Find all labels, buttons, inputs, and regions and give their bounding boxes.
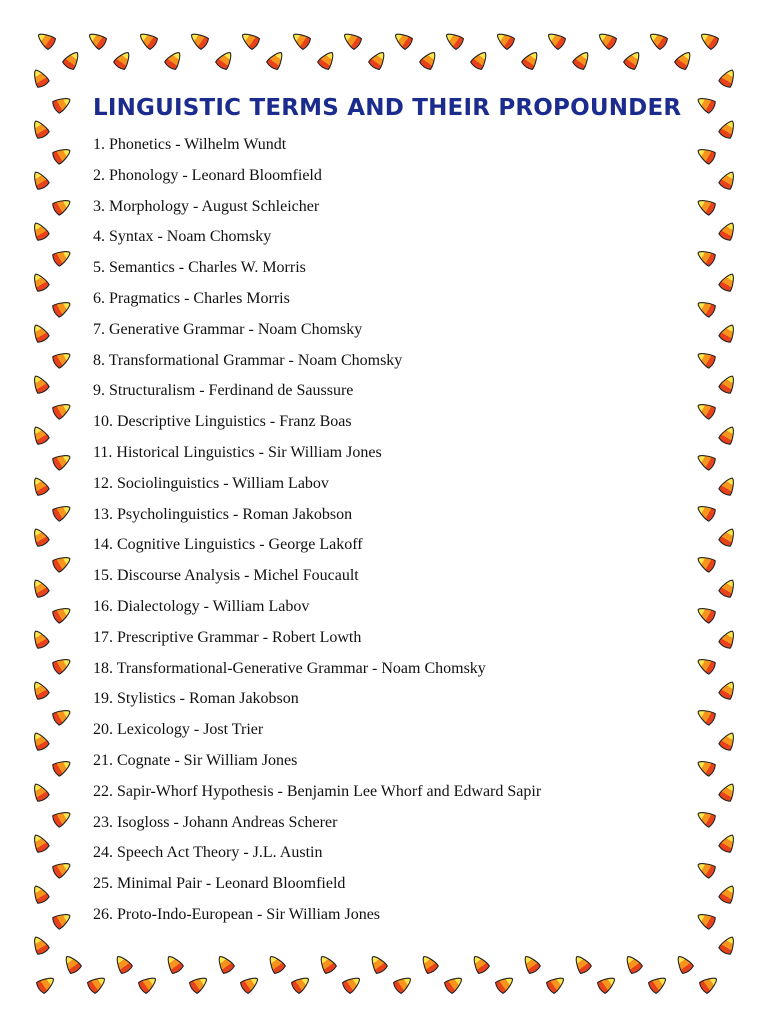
candy-corn-icon	[51, 349, 73, 369]
candy-corn-icon	[137, 29, 159, 50]
list-item: 25. Minimal Pair - Leonard Bloomfield	[93, 875, 346, 893]
candy-corn-icon	[51, 145, 73, 165]
list-item: 18. Transformational-Generative Grammar - Noam Chomsky	[93, 659, 486, 677]
candy-corn-icon	[695, 451, 717, 471]
candy-corn-icon	[596, 973, 618, 994]
candy-corn-icon	[718, 832, 738, 854]
candy-corn-icon	[698, 973, 720, 994]
candy-corn-icon	[392, 29, 414, 50]
term-list	[93, 130, 541, 931]
candy-corn-icon	[266, 49, 287, 71]
candy-corn-icon	[718, 169, 738, 191]
candy-corn-icon	[164, 49, 185, 71]
candy-corn-icon	[419, 49, 440, 71]
candy-corn-icon	[695, 298, 717, 318]
candy-corn-icon	[30, 781, 50, 803]
list-item: 10. Descriptive Linguistics - Franz Boas	[93, 413, 352, 431]
list-item: 24. Speech Act Theory - J.L. Austin	[93, 844, 323, 862]
candy-corn-icon	[290, 973, 312, 994]
list-item: 21. Cognate - Sir William Jones	[93, 751, 298, 769]
list-item: 9. Structuralism - Ferdinand de Saussure	[93, 382, 354, 400]
candy-corn-icon	[718, 322, 738, 344]
list-item: 17. Prescriptive Grammar - Robert Lowth	[93, 628, 362, 646]
candy-corn-icon	[51, 859, 73, 879]
candy-corn-icon	[718, 781, 738, 803]
candy-corn-icon	[572, 49, 593, 71]
candy-corn-icon	[51, 247, 73, 267]
candy-corn-icon	[51, 400, 73, 420]
list-item: 20. Lexicology - Jost Trier	[93, 721, 264, 739]
candy-corn-icon	[35, 973, 57, 994]
candy-corn-icon	[86, 29, 108, 50]
candy-corn-icon	[30, 832, 50, 854]
candy-corn-icon	[30, 271, 50, 293]
candy-corn-icon	[30, 475, 50, 497]
candy-corn-icon	[695, 502, 717, 522]
candy-corn-icon	[571, 953, 592, 975]
candy-corn-icon	[239, 973, 261, 994]
candy-corn-icon	[51, 706, 73, 726]
candy-corn-icon	[30, 628, 50, 650]
candy-corn-icon	[392, 973, 414, 994]
candy-corn-icon	[51, 553, 73, 573]
candy-corn-icon	[673, 953, 694, 975]
candy-corn-icon	[674, 49, 695, 71]
candy-corn-icon	[718, 67, 738, 89]
candy-corn-icon	[112, 953, 133, 975]
candy-corn-icon	[718, 577, 738, 599]
list-item: 5. Semantics - Charles W. Morris	[93, 259, 306, 277]
candy-corn-icon	[265, 953, 286, 975]
candy-corn-icon	[30, 424, 50, 446]
candy-corn-icon	[51, 604, 73, 624]
candy-corn-icon	[718, 679, 738, 701]
candy-corn-icon	[30, 220, 50, 242]
list-item: 13. Psycholinguistics - Roman Jakobson	[93, 505, 353, 523]
candy-corn-icon	[188, 29, 210, 50]
candy-corn-icon	[215, 49, 236, 71]
candy-corn-icon	[718, 628, 738, 650]
list-item: 16. Dialectology - William Labov	[93, 597, 310, 615]
candy-corn-icon	[30, 526, 50, 548]
candy-corn-icon	[30, 118, 50, 140]
candy-corn-icon	[316, 953, 337, 975]
candy-corn-icon	[698, 29, 720, 50]
candy-corn-icon	[695, 94, 717, 114]
candy-corn-icon	[214, 953, 235, 975]
candy-corn-icon	[368, 49, 389, 71]
candy-corn-icon	[30, 679, 50, 701]
candy-corn-icon	[695, 808, 717, 828]
page-title: LINGUISTIC TERMS AND THEIR PROPOUNDER	[93, 95, 682, 121]
candy-corn-icon	[545, 973, 567, 994]
candy-corn-icon	[718, 526, 738, 548]
candy-corn-icon	[695, 553, 717, 573]
list-item: 14. Cognitive Linguistics - George Lakoff	[93, 536, 363, 554]
candy-corn-icon	[62, 49, 83, 71]
candy-corn-icon	[695, 400, 717, 420]
candy-corn-icon	[239, 29, 261, 50]
candy-corn-icon	[30, 577, 50, 599]
candy-corn-icon	[718, 883, 738, 905]
candy-corn-icon	[35, 29, 57, 50]
candy-corn-icon	[51, 298, 73, 318]
candy-corn-icon	[623, 49, 644, 71]
list-item: 19. Stylistics - Roman Jakobson	[93, 690, 299, 708]
candy-corn-icon	[51, 502, 73, 522]
candy-corn-icon	[341, 29, 363, 50]
candy-corn-icon	[718, 934, 738, 956]
candy-corn-icon	[622, 953, 643, 975]
candy-corn-icon	[51, 757, 73, 777]
candy-corn-icon	[30, 67, 50, 89]
list-item: 26. Proto-Indo-European - Sir William Jones	[93, 905, 381, 923]
candy-corn-icon	[647, 29, 669, 50]
list-item: 8. Transformational Grammar - Noam Chomsky	[93, 351, 403, 369]
candy-corn-icon	[30, 373, 50, 395]
candy-corn-icon	[30, 169, 50, 191]
candy-corn-icon	[695, 145, 717, 165]
candy-corn-icon	[545, 29, 567, 50]
candy-corn-icon	[695, 349, 717, 369]
candy-corn-icon	[718, 118, 738, 140]
list-item: 2. Phonology - Leonard Bloomfield	[93, 166, 322, 184]
candy-corn-icon	[51, 196, 73, 216]
candy-corn-icon	[30, 934, 50, 956]
candy-corn-icon	[695, 706, 717, 726]
candy-corn-icon	[695, 247, 717, 267]
list-item: 22. Sapir-Whorf Hypothesis - Benjamin Lee Whorf and Edward Sapir	[93, 782, 542, 800]
candy-corn-icon	[470, 49, 491, 71]
candy-corn-icon	[520, 953, 541, 975]
candy-corn-icon	[469, 953, 490, 975]
candy-corn-icon	[418, 953, 439, 975]
candy-corn-icon	[718, 475, 738, 497]
candy-corn-icon	[317, 49, 338, 71]
list-item: 6. Pragmatics - Charles Morris	[93, 289, 290, 307]
candy-corn-icon	[113, 49, 134, 71]
candy-corn-icon	[341, 973, 363, 994]
candy-corn-icon	[367, 953, 388, 975]
candy-corn-icon	[51, 94, 73, 114]
candy-corn-icon	[718, 271, 738, 293]
candy-corn-icon	[51, 808, 73, 828]
candy-corn-icon	[718, 220, 738, 242]
candy-corn-icon	[494, 29, 516, 50]
candy-corn-icon	[596, 29, 618, 50]
list-item: 23. Isogloss - Johann Andreas Scherer	[93, 813, 338, 831]
list-item: 3. Morphology - August Schleicher	[93, 197, 320, 215]
candy-corn-icon	[86, 973, 108, 994]
candy-corn-icon	[30, 883, 50, 905]
candy-corn-icon	[290, 29, 312, 50]
candy-corn-icon	[718, 730, 738, 752]
candy-corn-icon	[163, 953, 184, 975]
candy-corn-icon	[61, 953, 82, 975]
candy-corn-icon	[494, 973, 516, 994]
candy-corn-icon	[695, 859, 717, 879]
candy-corn-icon	[30, 730, 50, 752]
candy-corn-icon	[521, 49, 542, 71]
candy-corn-icon	[695, 655, 717, 675]
list-item: 4. Syntax - Noam Chomsky	[93, 228, 272, 246]
candy-corn-icon	[443, 29, 465, 50]
candy-corn-icon	[718, 424, 738, 446]
list-item: 15. Discourse Analysis - Michel Foucault	[93, 567, 359, 585]
candy-corn-icon	[695, 196, 717, 216]
candy-corn-icon	[718, 373, 738, 395]
list-item: 11. Historical Linguistics - Sir William Jones	[93, 443, 382, 461]
candy-corn-icon	[695, 910, 717, 930]
candy-corn-icon	[51, 451, 73, 471]
candy-corn-icon	[51, 910, 73, 930]
candy-corn-icon	[443, 973, 465, 994]
candy-corn-icon	[695, 604, 717, 624]
candy-corn-icon	[51, 655, 73, 675]
list-item: 1. Phonetics - Wilhelm Wundt	[93, 136, 287, 153]
candy-corn-icon	[695, 757, 717, 777]
candy-corn-icon	[30, 322, 50, 344]
list-item: 12. Sociolinguistics - William Labov	[93, 474, 329, 492]
candy-corn-icon	[188, 973, 210, 994]
list-item: 7. Generative Grammar - Noam Chomsky	[93, 320, 363, 338]
candy-corn-icon	[137, 973, 159, 994]
candy-corn-icon	[647, 973, 669, 994]
